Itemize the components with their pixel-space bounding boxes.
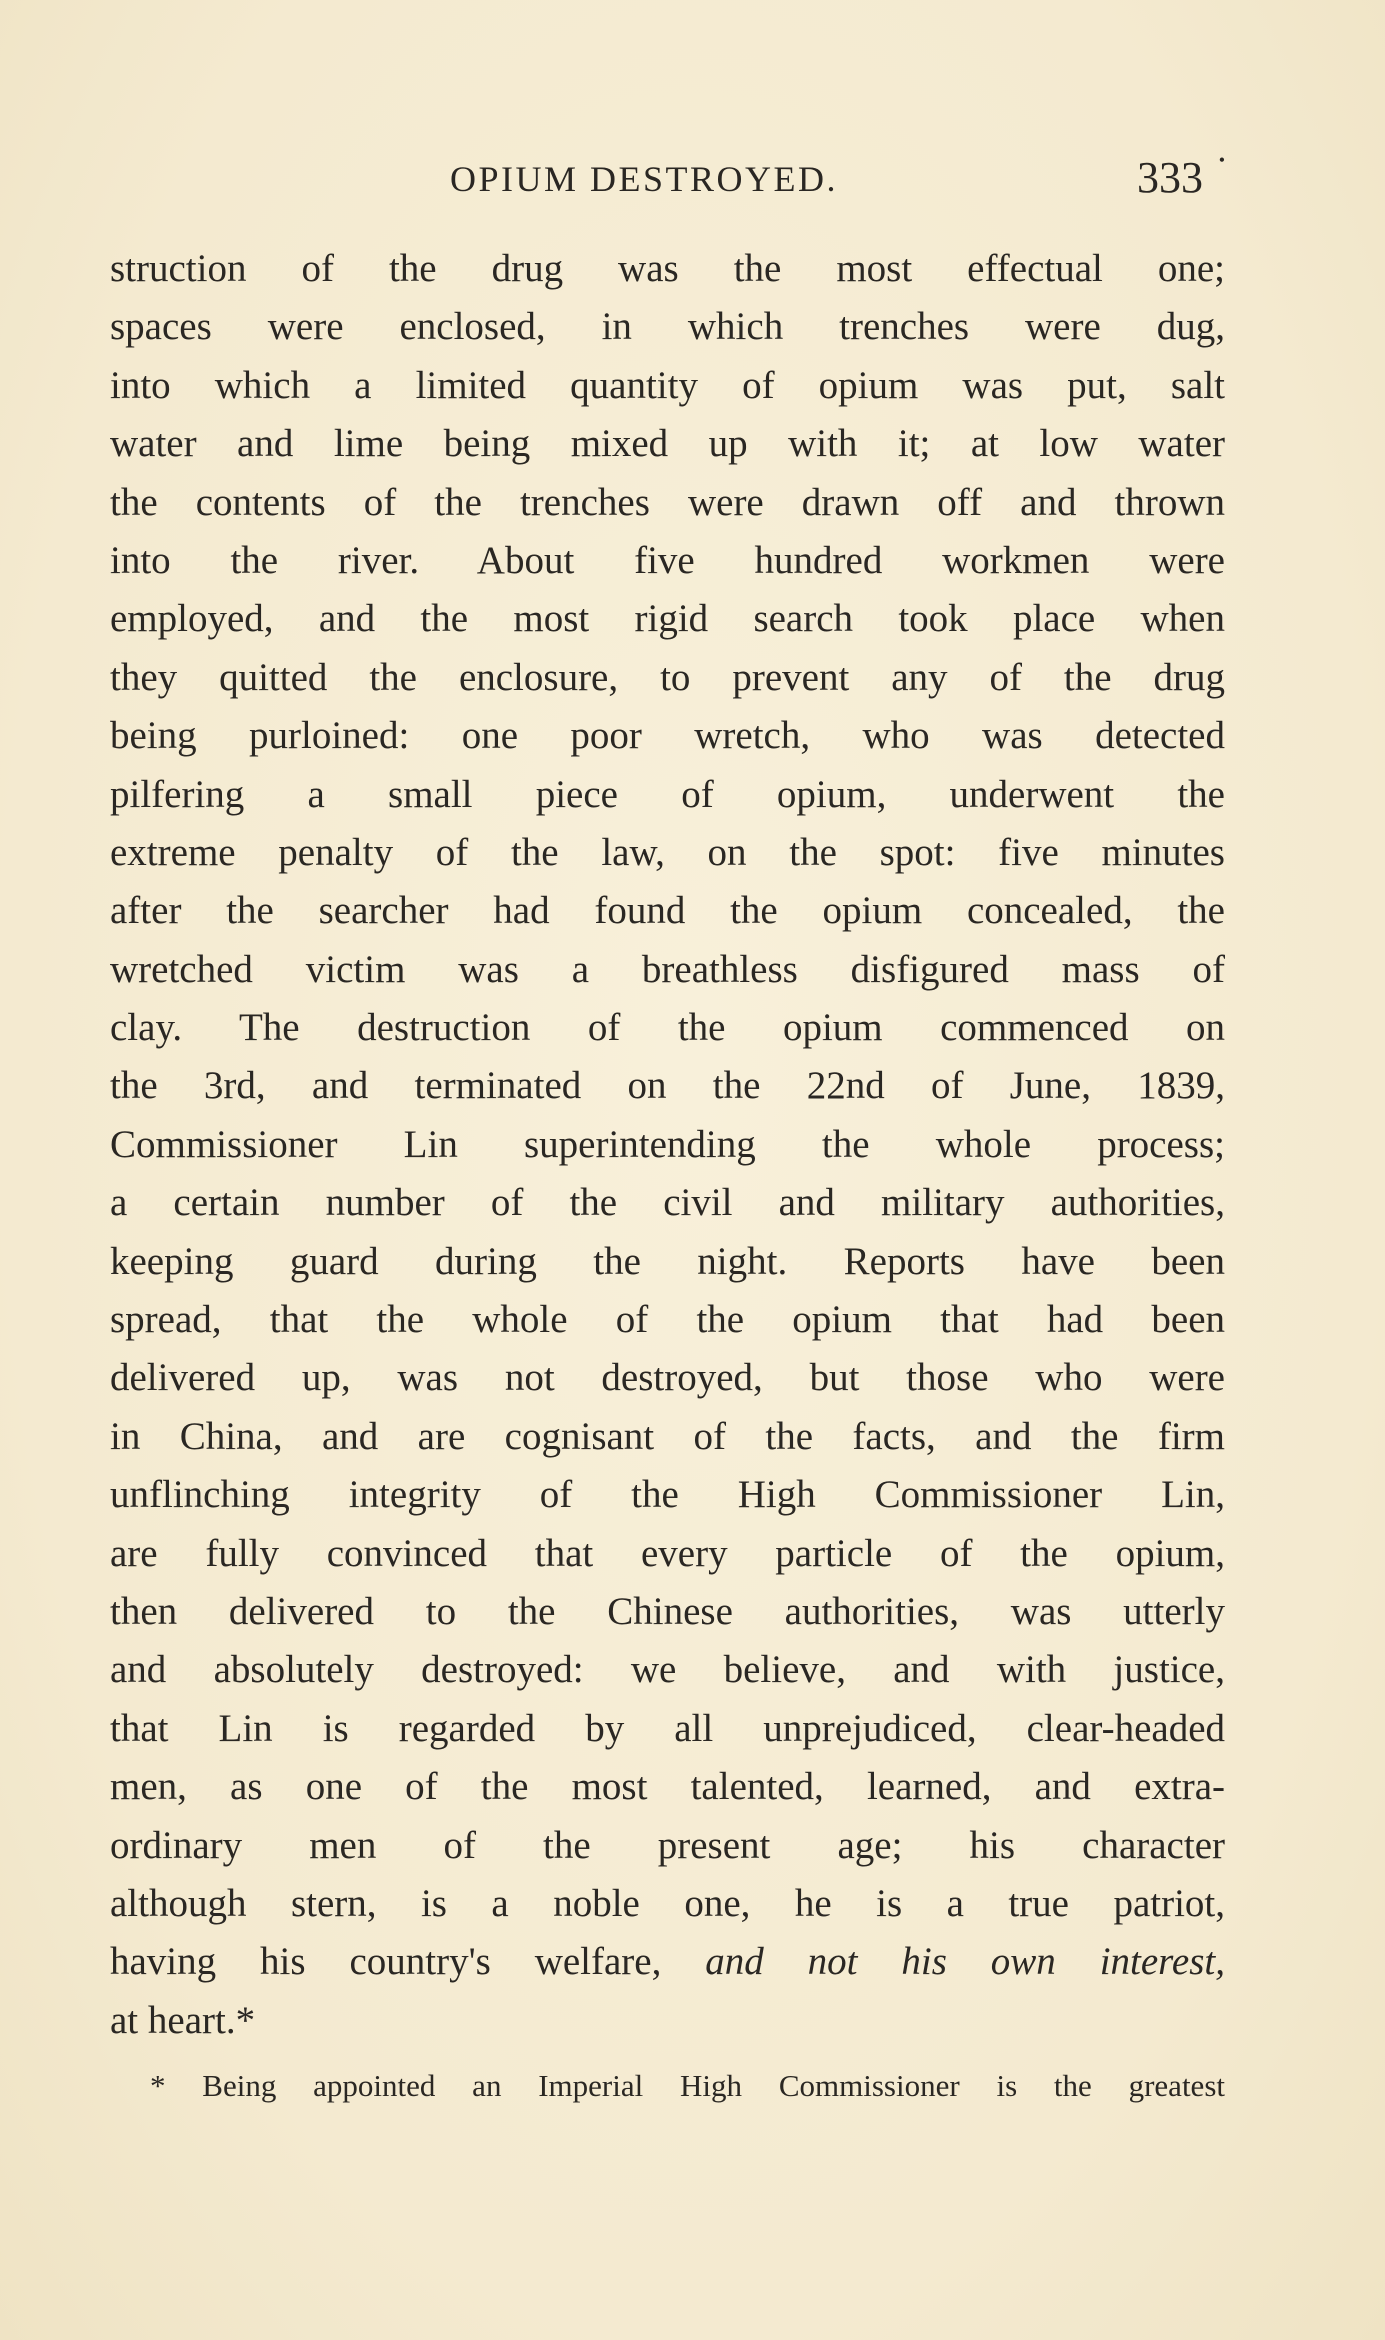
text-line: the contents of the trenches were drawn off and thrown (110, 480, 1225, 524)
text-line: men, as one of the most talented, learned, and extra- (110, 1765, 1225, 1809)
text-line: pilfering a small piece of opium, underwent the (110, 772, 1225, 816)
text-line: spaces were enclosed, in which trenches were dug, (110, 305, 1225, 349)
printer-mark: • (1218, 150, 1225, 170)
text-line: that Lin is regarded by all unprejudiced, clear-headed (110, 1706, 1225, 1750)
text-line: keeping guard during the night. Reports have been (110, 1239, 1225, 1283)
text-line: in China, and are cognisant of the facts, and the firm (110, 1414, 1225, 1458)
footnote: * Being appointed an Imperial High Commissioner is the greatest (150, 2068, 1225, 2103)
text-line: into which a limited quantity of opium was put, salt (110, 363, 1225, 407)
running-head (110, 148, 1225, 208)
text-line: they quitted the enclosure, to prevent any of the drug (110, 655, 1225, 699)
text-line: ordinary men of the present age; his character (110, 1823, 1225, 1867)
text-line: and absolutely destroyed: we believe, and with justice, (110, 1648, 1225, 1692)
text-line: spread, that the whole of the opium that had been (110, 1298, 1225, 1342)
text-line-last: at heart.* (110, 1998, 256, 2042)
text-line: although stern, is a noble one, he is a true patriot, (110, 1881, 1225, 1925)
text-line: then delivered to the Chinese authorities, was utterly (110, 1589, 1225, 1633)
text-line: extreme penalty of the law, on the spot: five minutes (110, 830, 1225, 874)
text-line: wretched victim was a breathless disfigured mass of (110, 947, 1225, 991)
text-segment: having his country's welfare, (110, 1940, 706, 1984)
text-line: employed, and the most rigid search took place when (110, 597, 1225, 641)
text-line: after the searcher had found the opium concealed, the (110, 889, 1225, 933)
text-line: being purloined: one poor wretch, who was detected (110, 714, 1225, 758)
text-line: unflinching integrity of the High Commissioner Lin, (110, 1473, 1225, 1517)
italic-emphasis: and not his own interest, (705, 1940, 1225, 1984)
text-line: the 3rd, and terminated on the 22nd of June, 1839, (110, 1064, 1225, 1108)
running-title: OPIUM DESTROYED. (450, 159, 839, 199)
body-text (110, 240, 1225, 2050)
text-line: clay. The destruction of the opium commenced on (110, 1006, 1225, 1050)
text-line: struction of the drug was the most effectual one; (110, 247, 1225, 290)
text-line: water and lime being mixed up with it; at low water (110, 422, 1225, 466)
text-line: a certain number of the civil and military authorities, (110, 1181, 1225, 1225)
text-line: are fully convinced that every particle of the opium, (110, 1531, 1225, 1575)
text-line: delivered up, was not destroyed, but those who were (110, 1356, 1225, 1400)
text-line: into the river. About five hundred workmen were (110, 538, 1225, 582)
text-line-with-italics (110, 1933, 1225, 1991)
page-number: 333 (1137, 153, 1203, 202)
text-line: Commissioner Lin superintending the whole process; (110, 1122, 1225, 1166)
